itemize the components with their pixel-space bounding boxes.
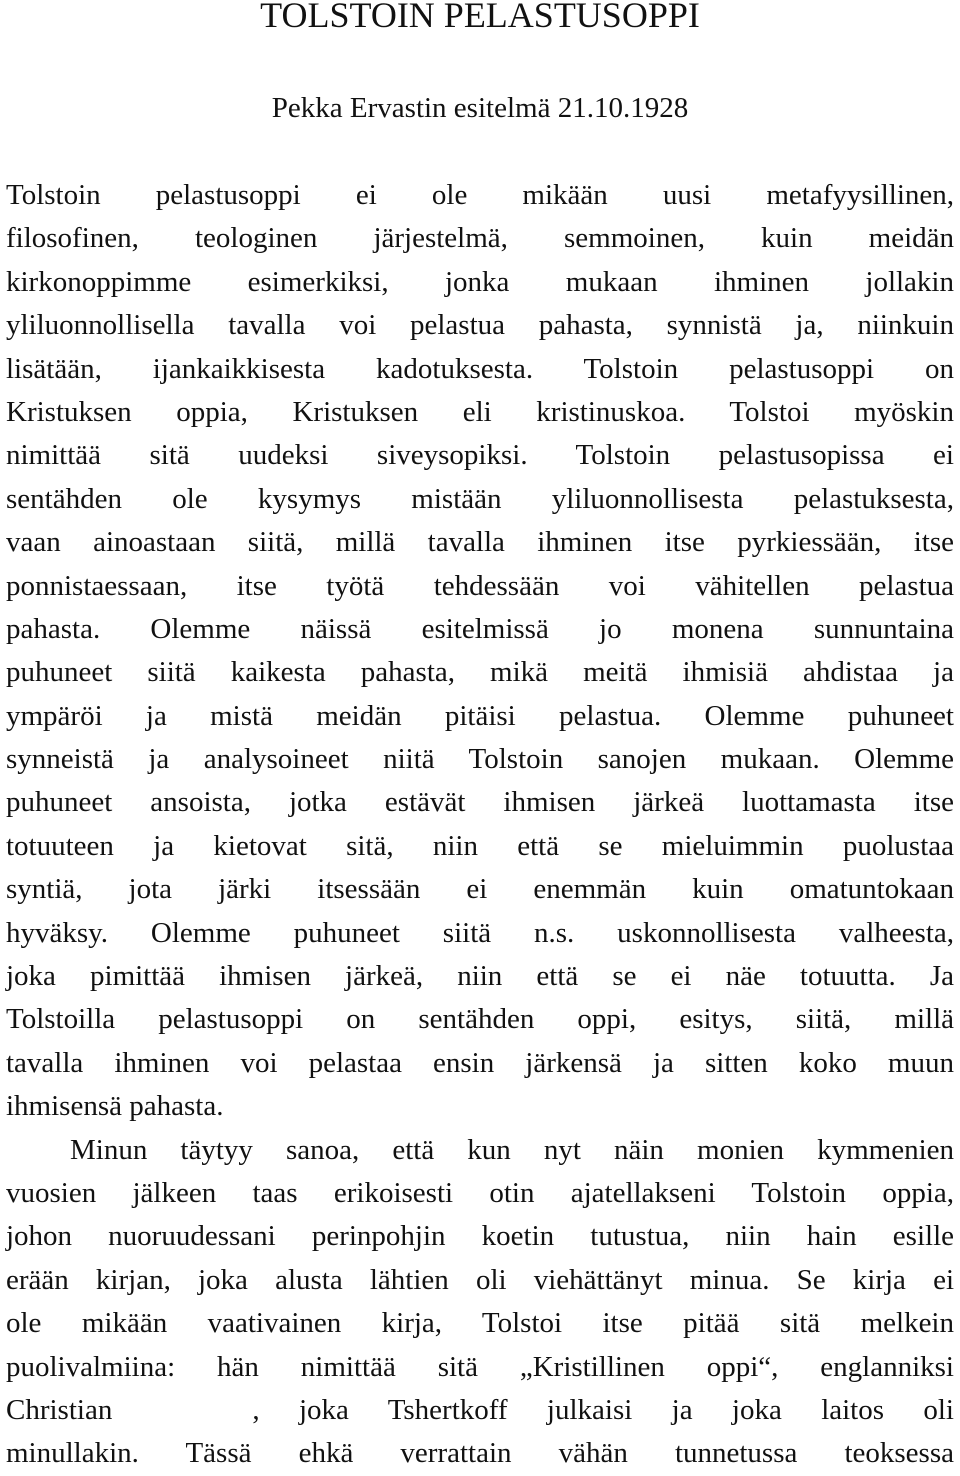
document-title: TOLSTOIN PELASTUSOPPI: [260, 0, 700, 35]
text-line: yliluonnollisella tavalla voi pelastua pahasta, synnistä ja, niinkuin: [6, 309, 954, 342]
text-line: ponnistaessaan, itse työtä tehdessään voi vähitellen pelastua: [6, 569, 954, 602]
text-line: Kristuksen oppia, Kristuksen eli kristinuskoa. Tolstoi myöskin: [6, 395, 954, 428]
text-line: ole mikään vaativainen kirja, Tolstoi itse pitää sitä melkein: [6, 1307, 954, 1340]
text-line: tavalla ihminen voi pelastaa ensin järkensä ja sitten koko muun: [6, 1046, 954, 1079]
text-line-with-gap: [6, 1389, 954, 1432]
text-line: kirkonoppimme esimerkiksi, jonka mukaan ihminen jollakin: [6, 265, 954, 298]
text-line: ihmisensä pahasta.: [6, 1090, 224, 1123]
text-line: hyväksy. Olemme puhuneet siitä n.s. uskonnollisesta valheesta,: [6, 916, 954, 949]
document-subtitle: Pekka Ervastin esitelmä 21.10.1928: [271, 92, 689, 124]
text-line: vuosien jälkeen taas erikoisesti otin ajatellakseni Tolstoin oppia,: [6, 1176, 954, 1209]
text-line: puolivalmiina: hän nimittää sitä „Kristillinen oppi“, englanniksi: [6, 1350, 954, 1383]
text-line: syntiä, jota järki itsessään ei enemmän kuin omatuntokaan: [6, 873, 954, 906]
text-line: totuuteen ja kietovat sitä, niin että se mieluimmin puolustaa: [6, 829, 954, 862]
text-line: nimittää sitä uudeksi siveysopiksi. Tolstoin pelastusopissa ei: [6, 439, 954, 472]
document-body: [6, 174, 954, 1476]
text-line: minullakin. Tässä ehkä verrattain vähän tunnetussa teoksessa: [6, 1437, 954, 1470]
text-line: ympäröi ja mistä meidän pitäisi pelastua. Olemme puhuneet: [6, 699, 954, 732]
text-line: Minun täytyy sanoa, että kun nyt näin monien kymmenien: [70, 1133, 954, 1166]
paragraph-1: [6, 174, 954, 1129]
text-line: puhuneet siitä kaikesta pahasta, mikä meitä ihmisiä ahdistaa ja: [6, 656, 954, 689]
text-line: puhuneet ansoista, jotka estävät ihmisen järkeä luottamasta itse: [6, 786, 954, 819]
text-line: filosofinen, teologinen järjestelmä, semmoinen, kuin meidän: [6, 222, 954, 255]
text-line: johon nuoruudessani perinpohjin koetin tutustua, niin hain esille: [6, 1220, 954, 1253]
paragraph-2: [6, 1129, 954, 1476]
text-line: lisätään, ijankaikkisesta kadotuksesta. Tolstoin pelastusoppi on: [6, 352, 954, 385]
text-line: synneistä ja analysoineet niitä Tolstoin sanojen mukaan. Olemme: [6, 743, 954, 776]
text-line: pahasta. Olemme näissä esitelmissä jo monena sunnuntaina: [6, 612, 954, 645]
text-fragment: Christian: [6, 1393, 113, 1426]
text-line: Tolstoin pelastusoppi ei ole mikään uusi metafyysillinen,: [6, 179, 954, 211]
text-line: Tolstoilla pelastusoppi on sentähden oppi, esitys, siitä, millä: [6, 1003, 954, 1036]
text-line: vaan ainoastaan siitä, millä tavalla ihminen itse pyrkiessään, itse: [6, 526, 954, 559]
text-line: erään kirjan, joka alusta lähtien oli viehättänyt minua. Se kirja ei: [6, 1263, 954, 1296]
text-line: sentähden ole kysymys mistään yliluonnollisesta pelastuksesta,: [6, 482, 954, 515]
text-fragment: , joka Tshertkoff julkaisi ja joka laitos oli: [252, 1393, 954, 1426]
text-line: joka pimittää ihmisen järkeä, niin että se ei näe totuutta. Ja: [6, 960, 954, 993]
